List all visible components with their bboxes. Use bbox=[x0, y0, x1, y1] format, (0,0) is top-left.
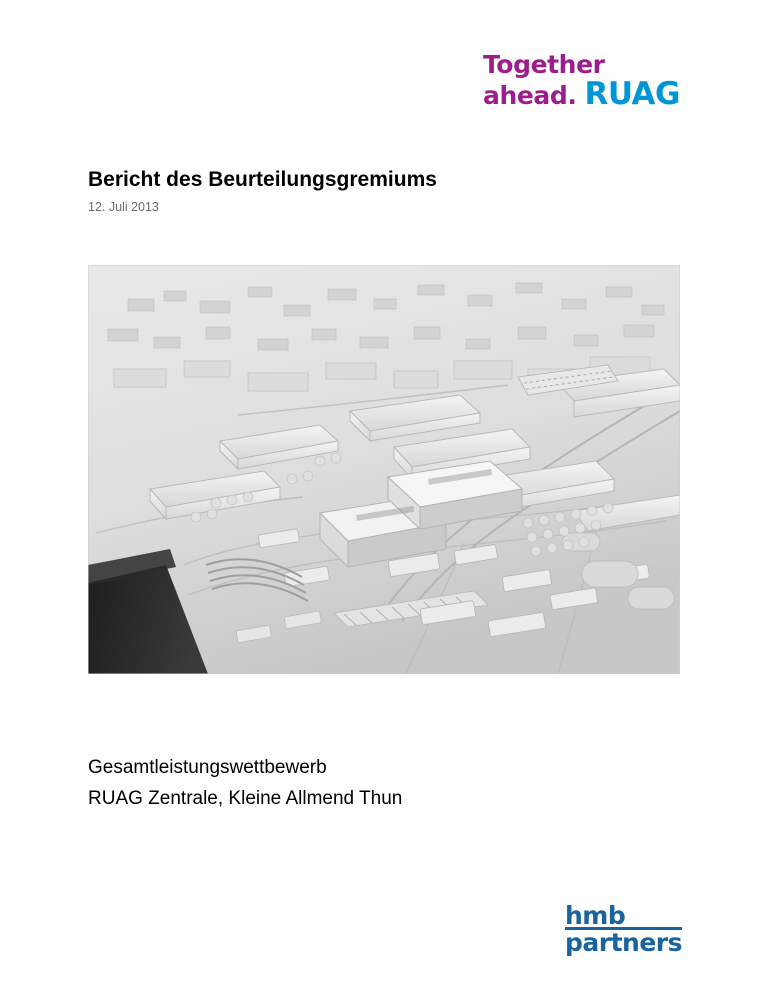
ruag-wordmark: RUAG bbox=[584, 76, 680, 112]
ruag-claim-line2: ahead. bbox=[482, 81, 577, 110]
hmb-partners-logo bbox=[564, 901, 682, 957]
document-date: 12. Juli 2013 bbox=[88, 200, 159, 214]
ruag-claim-line1: Together bbox=[482, 50, 605, 79]
title-block bbox=[88, 168, 688, 214]
subtitle-line-1: Gesamtleistungswettbewerb bbox=[88, 757, 327, 778]
ruag-logo bbox=[483, 52, 680, 110]
subtitle-block bbox=[88, 752, 688, 815]
hmb-logo-line2: partners bbox=[564, 928, 682, 957]
ruag-logo-bottom-row bbox=[482, 76, 680, 112]
subtitle-line-2: RUAG Zentrale, Kleine Allmend Thun bbox=[88, 788, 403, 810]
hmb-logo-line1: hmb bbox=[564, 901, 626, 930]
page-title: Bericht des Beurteilungsgremiums bbox=[88, 168, 437, 191]
model-photo-illustration bbox=[88, 265, 680, 674]
cover-image bbox=[88, 265, 680, 674]
ruag-claim bbox=[483, 52, 680, 77]
